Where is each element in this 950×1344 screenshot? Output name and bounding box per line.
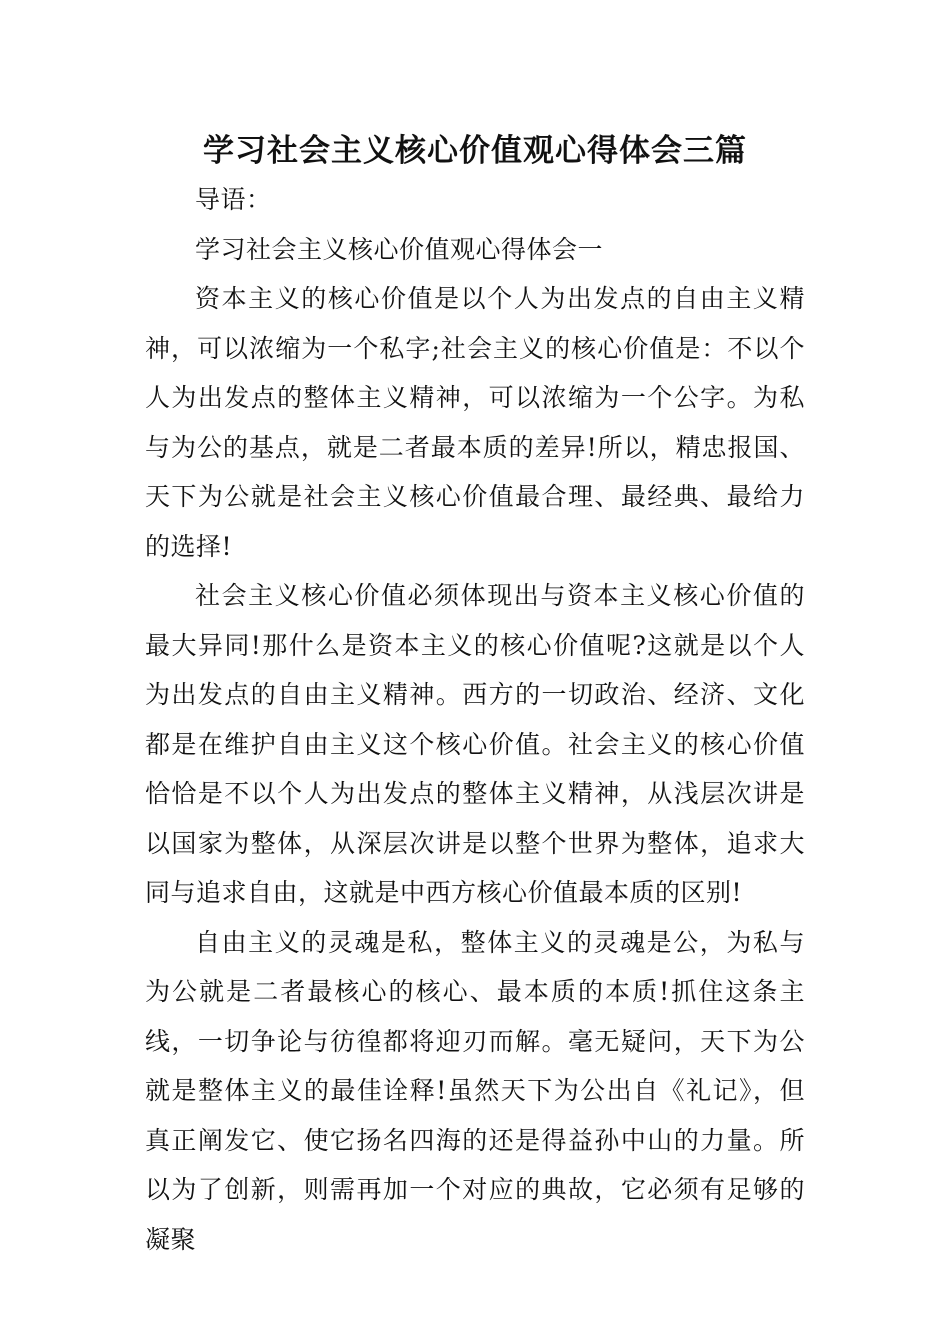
intro-label: 导语：: [195, 185, 272, 214]
paragraph: 自由主义的灵魂是私，整体主义的灵魂是公，为私与为公就是二者最核心的核心、最本质的本质!抓住这条主线，一切争论与彷徨都将迎刃而解。毫无疑问，天下为公就是整体主义的最佳诠释!虽然天下为公出自《礼记》，但真正阐发它、使它扬名四海的还是得益孙中山的力量。所以为了创新，则需再加一个对应的典故，它必须有足够的凝聚: [145, 927, 805, 1254]
paragraph: 社会主义核心价值必须体现出与资本主义核心价值的最大异同!那什么是资本主义的核心价值呢?这就是以个人为出发点的自由主义精神。西方的一切政治、经济、文化都是在维护自由主义这个核心价值。社会主义的核心价值恰恰是不以个人为出发点的整体主义精神，从浅层次讲是以国家为整体，从深层次讲是以整个世界为整体，追求大同与追求自由，这就是中西方核心价值最本质的区别!: [145, 581, 805, 907]
document-title: 学习社会主义核心价值观心得体会三篇: [203, 133, 747, 169]
paragraph: 资本主义的核心价值是以个人为出发点的自由主义精神，可以浓缩为一个私字;社会主义的核心价值是：不以个人为出发点的整体主义精神，可以浓缩为一个公字。为私与为公的基点，就是二者最本质的差异!所以，精忠报国、天下为公就是社会主义核心价值最合理、最经典、最给力的选择!: [145, 284, 805, 561]
document-body: [145, 175, 805, 1264]
section-heading: 学习社会主义核心价值观心得体会一: [195, 234, 604, 264]
